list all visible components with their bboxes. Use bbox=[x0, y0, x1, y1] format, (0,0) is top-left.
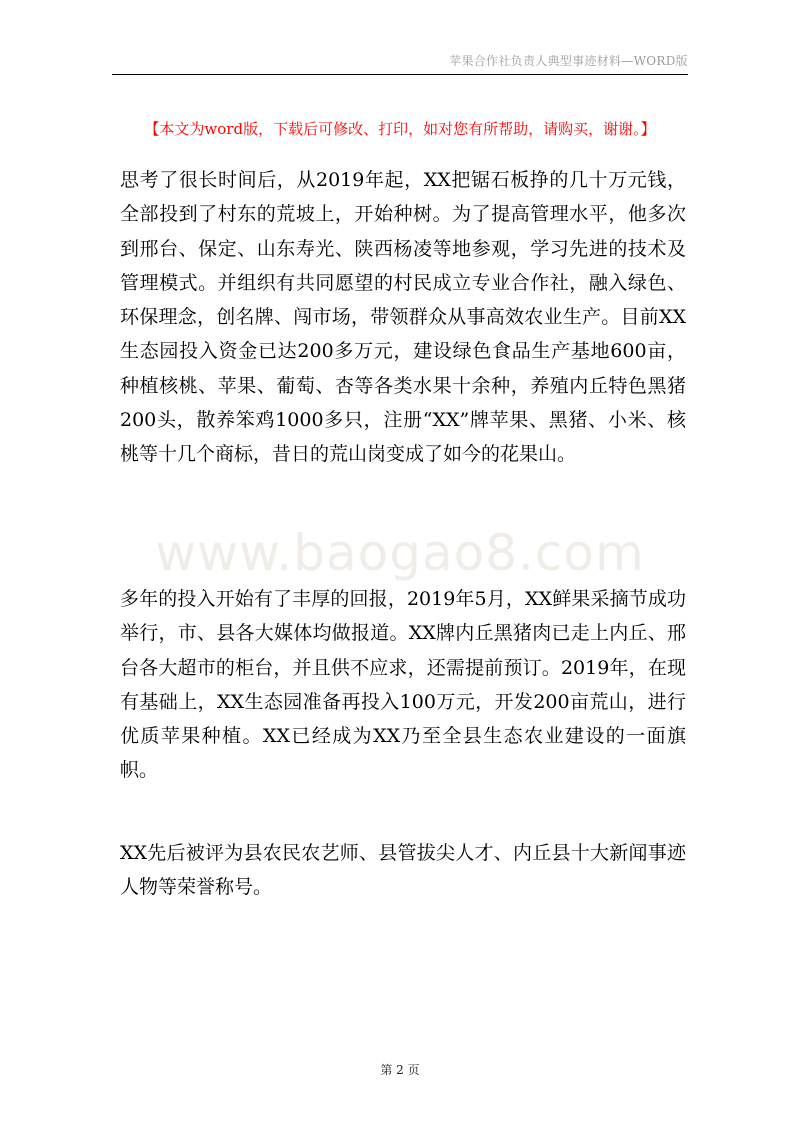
page-number: 第 2 页 bbox=[380, 1063, 420, 1077]
body-paragraph-3: XX先后被评为县农民农艺师、县管拔尖人才、内丘县十大新闻事迹人物等荣誉称号。 bbox=[120, 842, 686, 899]
header-divider bbox=[112, 74, 688, 75]
watermark-text: www.baogao8.com bbox=[155, 524, 645, 582]
body-paragraph-1: 思考了很长时间后，从2019年起，XX把锯石板挣的几十万元钱，全部投到了村东的荒坡上，开始种树。为了提高管理水平，他多次到邢台、保定、山东寿光、陕西杨凌等地参观，学习先进的技术及管理模式。并组织有共同愿望的村民成立专业合作社，融入绿色、环保理念，创名牌、闯市场，带领群众从事高效农业生产。目前XX生态园投入资金已达200多万元，建设绿色食品生产基地600亩，种植核桃、苹果、葡萄、杏等各类水果十余种，养殖内丘特色黑猪200头，散养笨鸡1000多只，注册“XX”牌苹果、黑猪、小米、核桃等十几个商标，昔日的荒山岗变成了如今的花果山。 bbox=[120, 169, 686, 466]
document-header-title: 苹果合作社负责人典型事迹材料—WORD版 bbox=[449, 54, 688, 68]
purchase-notice: 【本文为word版，下载后可修改、打印，如对您有所帮助，请购买，谢谢。】 bbox=[144, 120, 656, 138]
body-paragraph-2: 多年的投入开始有了丰厚的回报，2019年5月，XX鲜果采摘节成功举行，市、县各大媒体均做报道。XX牌内丘黑猪肉已走上内丘、邢台各大超市的柜台，并且供不应求，还需提前预订。2019年，在现有基础上，XX生态园准备再投入100万元，开发200亩荒山，进行优质苹果种植。XX已经成为XX乃至全县生态农业建设的一面旗帜。 bbox=[120, 588, 686, 782]
